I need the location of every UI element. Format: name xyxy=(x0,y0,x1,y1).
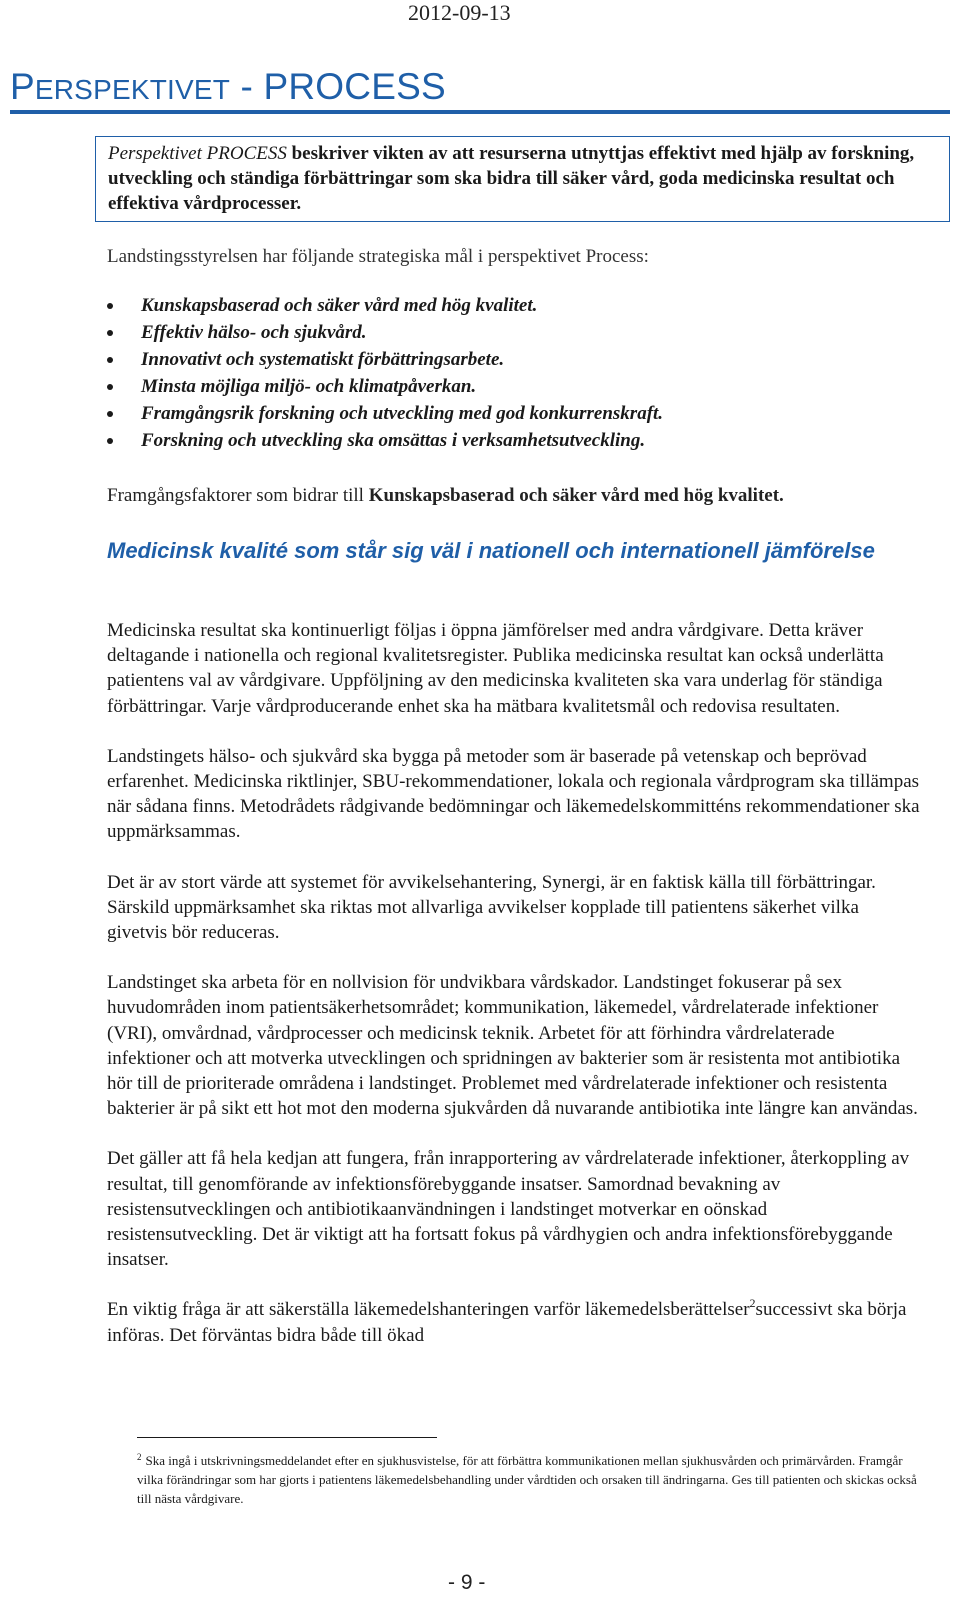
intro-text: beskriver vikten av att resurserna utnyttjas effektivt med hjälp av forskning, utveckling och ständiga förbättringar som ska bidra till säker vård, goda medicinska resultat och effektiva vårdprocesser. xyxy=(108,143,915,214)
footnote-divider xyxy=(137,1437,437,1438)
factors-bold: Kunskapsbaserad och säker vård med hög kvalitet. xyxy=(368,485,784,506)
paragraph: Det gäller att få hela kedjan att fungera, från inrapportering av vårdrelaterade infektioner, återkoppling av resultat, till genomförande av infektionsförebyggande insatser. Samordnad bevakning av resistensutvecklingen och antibiotikaanvändningen i landstinget motverkar en oönskad resistensutveckling. Det är viktigt att ha fortsatt fokus på vårdhygien och andra infektionsförebyggande insatser. xyxy=(107,1148,910,1271)
paragraph: Det är av stort värde att systemet för avvikelsehantering, Synergi, är en faktisk källa till förbättringar. Särskild uppmärksamhet ska riktas mot allvarliga avvikelser kopplade till patientens säkerhet vilka givetvis bör reduceras. xyxy=(107,871,876,944)
goals-lead-text: Landstingsstyrelsen har följande strategiska mål i perspektivet Process: xyxy=(107,246,649,267)
goal-item: Effektiv hälso- och sjukvård. xyxy=(107,319,663,346)
goal-item: Forskning och utveckling ska omsättas i verksamhetsutveckling. xyxy=(107,427,663,454)
intro-box xyxy=(95,136,950,222)
page-title xyxy=(10,66,950,114)
document-date: 2012-09-13 xyxy=(408,0,511,25)
title-initial: P xyxy=(10,66,35,107)
paragraph: Landstinget ska arbeta för en nollvision för undvikbara vårdskador. Landstinget fokuserar på sex huvudområden inom patientsäkerhetsområdet; kommunikation, läkemedel, vårdrelaterade infektioner (VRI), omvårdnad, vårdprocesser och medicinsk teknik. Arbetet för att förhindra vårdrelaterade infektioner och att motverka utvecklingen och spridningen av bakterier som är resistenta mot antibiotika hör till de prioriterade områdena i landstinget. Problemet med vårdrelaterade infektioner och resistenta bakterier är på sikt ett hot mot den moderna sjukvården då nuvarande antibiotika inte längre kan användas. xyxy=(107,972,918,1120)
footnote-text: Ska ingå i utskrivningsmeddelandet efter en sjukhusvistelse, för att förbättra kommunikationen mellan sjukhusvården och primärvården. Framgår vilka förändringar som har gjorts i patientens läkemedelsbehandling under vårdtiden och orsaken till ändringarna. Ges till patienten och skickas också till nästa vårdgivare. xyxy=(137,1453,917,1506)
page-number: - 9 - xyxy=(448,1571,486,1594)
goals-list xyxy=(107,292,663,454)
last-paragraph-before: En viktig fråga är att säkerställa läkemedelshanteringen varför läkemedelsberättelser xyxy=(107,1299,750,1321)
success-factors-line xyxy=(107,485,784,507)
footnote xyxy=(137,1451,917,1508)
paragraph-last xyxy=(107,1297,922,1347)
title-rest: - PROCESS xyxy=(230,66,446,107)
goal-item: Kunskapsbaserad och säker vård med hög kvalitet. xyxy=(107,292,663,319)
footnote-reference[interactable]: 2 xyxy=(749,1296,756,1311)
footnote-marker: 2 xyxy=(137,1452,142,1462)
last-paragraph-after: successivt ska börja införas. Det förväntas bidra både till ökad xyxy=(107,1299,907,1346)
paragraph: Medicinska resultat ska kontinuerligt följas i öppna jämförelser med andra vårdgivare. Detta kräver deltagande i nationella och regional kvalitetsregister. Publika medicinska resultat kan också underlätta patientens val av vårdgivare. Uppföljning av den medicinska kvaliteten ska vara underlag för ständiga förbättringar. Varje vårdproducerande enhet ska ha mätbara kvalitetsmål och redovisa resultaten. xyxy=(107,620,884,717)
factors-text: Framgångsfaktorer som bidrar till xyxy=(107,485,369,506)
intro-italic: Perspektivet PROCESS xyxy=(108,143,287,164)
body-text xyxy=(107,618,922,1373)
paragraph: Landstingets hälso- och sjukvård ska bygga på metoder som är baserade på vetenskap och beprövad erfarenhet. Medicinska riktlinjer, SBU-rekommendationer, lokala och regionala vårdprogram ska tillämpas när sådana finns. Metodrådets rådgivande bedömningar och läkemedelskommitténs rekommendationer ska uppmärksammas. xyxy=(107,745,920,843)
goal-item: Framgångsrik forskning och utveckling med god konkurrenskraft. xyxy=(107,400,663,427)
title-small-caps: ERSPEKTIVET xyxy=(34,74,231,105)
section-subheading: Medicinsk kvalité som står sig väl i nationell och internationell jämförelse xyxy=(107,538,875,563)
goal-item: Minsta möjliga miljö- och klimatpåverkan. xyxy=(107,373,663,400)
goal-item: Innovativt och systematiskt förbättringsarbete. xyxy=(107,346,663,373)
